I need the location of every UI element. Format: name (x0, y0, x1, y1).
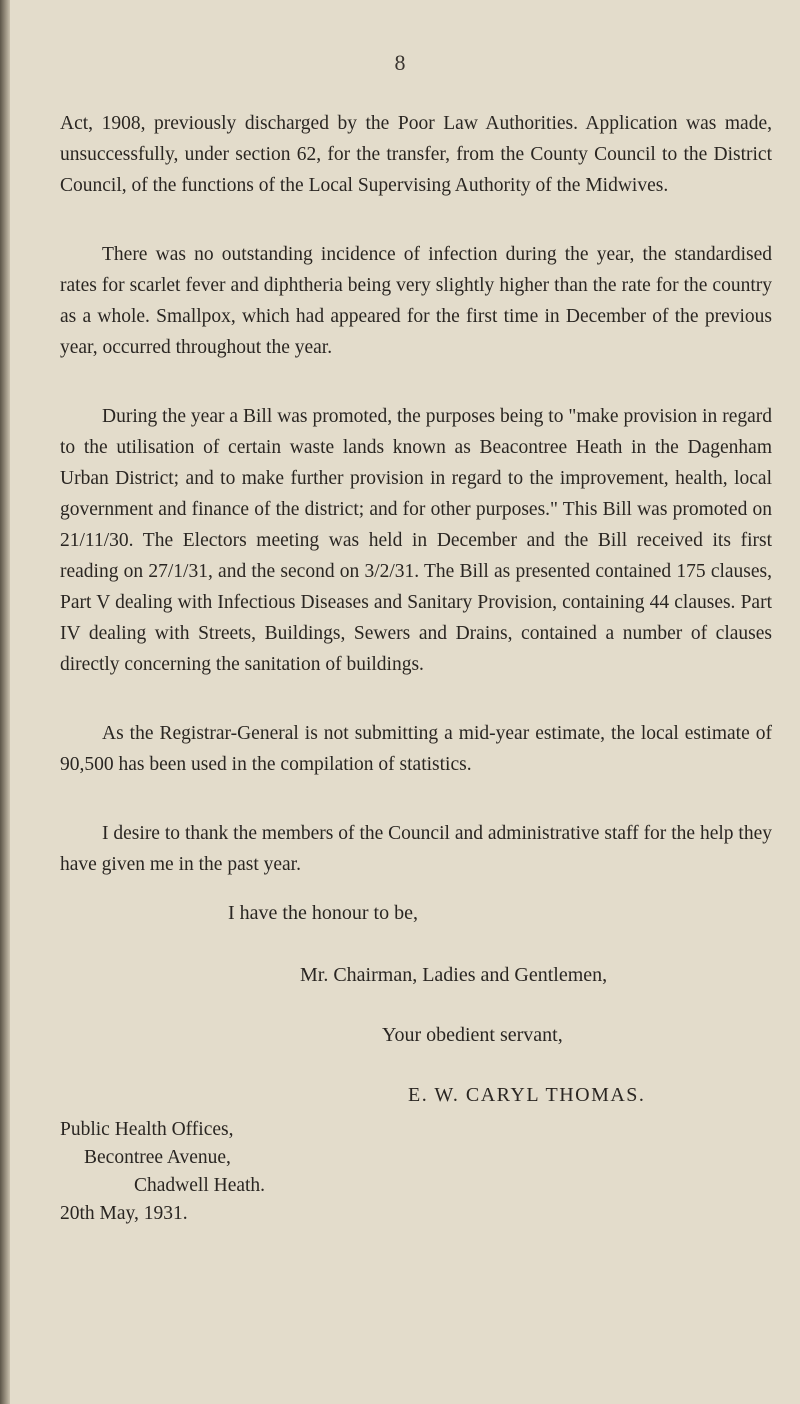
address-line-avenue: Becontree Avenue, (84, 1147, 231, 1168)
paragraph-population-estimate: As the Registrar-General is not submitting a mid-year estimate, the local estimate of 90,500 has been used in the compilation of statistics. (60, 723, 772, 775)
report-body (60, 108, 772, 918)
paragraph-infection-incidence: There was no outstanding incidence of infection during the year, the standardised rates for scarlet fever and diphtheria being very slightly higher than the rate for the country as a whole. Smallpox, which had appeared for the first time in December of the previous year, occurred throughout the year. (60, 244, 772, 358)
paragraph-midwives-authority: Act, 1908, previously discharged by the Poor Law Authorities. Application was made, unsuccessfully, under section 62, for the transfer, from the County Council to the District Council, of the functions of the Local Supervising Authority of the Midwives. (60, 113, 772, 196)
page-number: 8 (394, 50, 406, 75)
page-binding-edge (0, 0, 10, 1404)
letter-date: 20th May, 1931. (60, 1203, 188, 1224)
address-line-town: Chadwell Heath. (134, 1175, 266, 1196)
closing-honour-line: I have the honour to be, (228, 902, 418, 924)
closing-salutation: Mr. Chairman, Ladies and Gentlemen, (300, 964, 608, 986)
paragraph-bill-promotion: During the year a Bill was promoted, the purposes being to "make provision in regard to the utilisation of certain waste lands known as Beacontree Heath in the Dagenham Urban District; and to make further provision in regard to the improvement, health, local government and finance of the district; and for other purposes." This Bill was promoted on 21/11/30. The Electors meeting was held in December and the Bill received its first reading on 27/1/31, and the second on 3/2/31. The Bill as presented contained 175 clauses, Part V dealing with Infectious Diseases and Sanitary Provision, containing 44 clauses. Part IV dealing with Streets, Buildings, Sewers and Drains, contained a number of clauses directly concerning the sanitation of buildings. (60, 406, 772, 675)
signature-name: E. W. CARYL THOMAS. (408, 1084, 646, 1106)
paragraph-thanks: I desire to thank the members of the Council and administrative staff for the help they have given me in the past year. (60, 823, 772, 875)
closing-servant-line: Your obedient servant, (382, 1024, 563, 1046)
address-line-offices: Public Health Offices, (60, 1119, 234, 1140)
